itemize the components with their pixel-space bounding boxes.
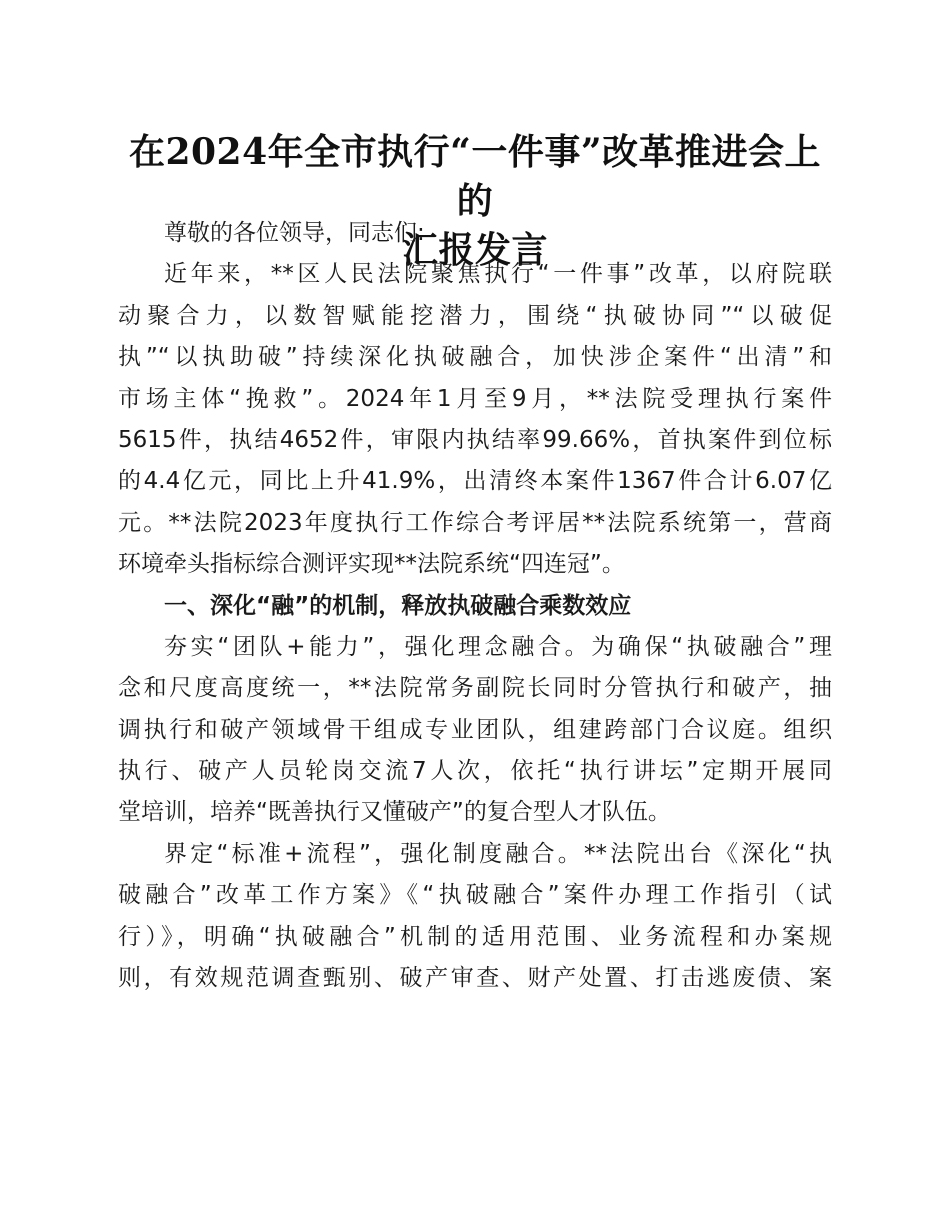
body-text-line: 行）》，明确“执破融合”机制的适用范围、业务流程和办案规 <box>118 923 832 950</box>
body-text-line: 执行、破产人员轮岗交流7人次，依托“执行讲坛”定期开展同 <box>118 758 832 785</box>
body-text-line: 环境牵头指标综合测评实现**法院系统“四连冠”。 <box>118 551 625 578</box>
body-text-line: 破融合”改革工作方案》《“执破融合”案件办理工作指引（试 <box>118 882 832 909</box>
body-text-line: 5615件，执结4652件，审限内执结率99.66%，首执案件到位标 <box>118 426 832 453</box>
body-text-line: 执”“以执助破”持续深化执破融合，加快涉企案件“出清”和 <box>118 344 832 371</box>
body-text-line: 界定“标准+流程”，强化制度融合。**法院出台《深化“执 <box>164 840 832 867</box>
body-text-line: 堂培训，培养“既善执行又懂破产”的复合型人才队伍。 <box>118 799 671 826</box>
document-body <box>118 213 832 999</box>
body-text-line: 尊敬的各位领导，同志们: <box>164 220 425 246</box>
section-heading: 一、深化“融”的机制，释放执破融合乘数效应 <box>164 592 632 619</box>
title-line-2: 汇报发言 <box>401 229 548 271</box>
body-text-line: 市场主体“挽救”。2024年1月至9月，**法院受理执行案件 <box>118 385 832 412</box>
title-line-1: 在2024年全市执行“一件事”改革推进会上的 <box>128 131 822 222</box>
body-text-line: 近年来，**区人民法院聚焦执行“一件事”改革，以府院联 <box>164 261 832 288</box>
body-text-line: 的4.4亿元，同比上升41.9%，出清终本案件1367件合计6.07亿 <box>118 468 832 495</box>
body-text-line: 则，有效规范调查甄别、破产审查、财产处置、打击逃废债、案 <box>118 965 832 992</box>
body-text-line: 元。**法院2023年度执行工作综合考评居**法院系统第一，营商 <box>118 509 832 536</box>
body-text-line: 调执行和破产领域骨干组成专业团队，组建跨部门合议庭。组织 <box>118 716 832 743</box>
body-text-line: 念和尺度高度统一，**法院常务副院长同时分管执行和破产，抽 <box>118 675 832 702</box>
body-text-line: 动聚合力，以数智赋能挖潜力，围绕“执破协同”“以破促 <box>118 302 832 329</box>
body-text-line: 夯实“团队+能力”，强化理念融合。为确保“执破融合”理 <box>164 633 832 660</box>
